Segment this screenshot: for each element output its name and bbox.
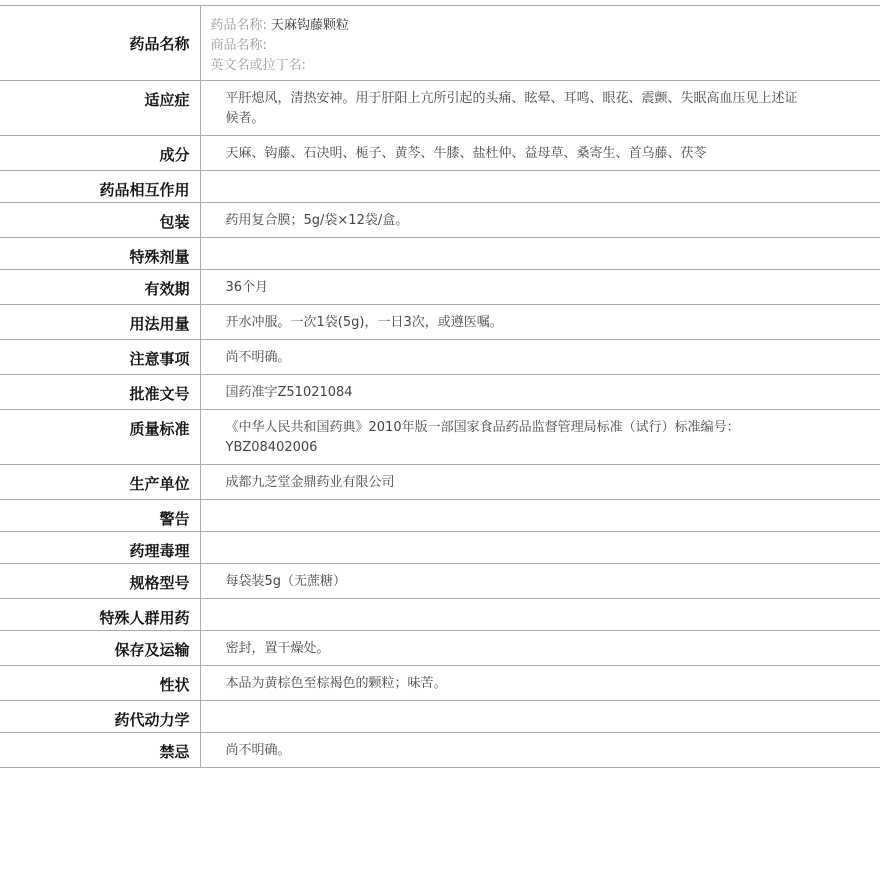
row-value: 尚不明确。 xyxy=(200,340,880,375)
row-manufacturer xyxy=(0,465,880,500)
row-label: 有效期 xyxy=(0,270,200,305)
row-shelf-life xyxy=(0,270,880,305)
row-usage xyxy=(0,305,880,340)
row-value xyxy=(200,532,880,564)
row-description xyxy=(0,666,880,701)
row-special-populations xyxy=(0,599,880,631)
trade-name-line xyxy=(211,36,871,56)
row-label: 特殊剂量 xyxy=(0,238,200,270)
row-indications xyxy=(0,81,880,136)
row-label: 禁忌 xyxy=(0,733,200,768)
row-label: 用法用量 xyxy=(0,305,200,340)
row-label: 性状 xyxy=(0,666,200,701)
row-label: 批准文号 xyxy=(0,375,200,410)
english-name-line xyxy=(211,56,871,76)
row-value: 尚不明确。 xyxy=(200,733,880,768)
row-value: 国药准字Z51021084 xyxy=(200,375,880,410)
row-label: 成分 xyxy=(0,136,200,171)
row-label: 生产单位 xyxy=(0,465,200,500)
generic-name-value: 天麻钩藤颗粒 xyxy=(271,18,350,33)
row-warning xyxy=(0,500,880,532)
row-value: 每袋装5g（无蔗糖） xyxy=(200,564,880,599)
row-value xyxy=(200,599,880,631)
row-label: 药品相互作用 xyxy=(0,171,200,203)
row-label: 药理毒理 xyxy=(0,532,200,564)
trade-name-key: 商品名称: xyxy=(210,38,267,53)
row-precautions xyxy=(0,340,880,375)
row-value xyxy=(200,500,880,532)
row-label: 质量标准 xyxy=(0,410,200,465)
row-ingredients xyxy=(0,136,880,171)
row-special-dosage xyxy=(0,238,880,270)
row-packaging xyxy=(0,203,880,238)
english-name-key: 英文名或拉丁名: xyxy=(210,58,306,73)
row-approval-number xyxy=(0,375,880,410)
row-value: 本品为黄棕色至棕褐色的颗粒；味苦。 xyxy=(200,666,880,701)
row-drug-name xyxy=(0,6,880,81)
row-label: 包装 xyxy=(0,203,200,238)
row-label: 警告 xyxy=(0,500,200,532)
row-value: 密封，置干燥处。 xyxy=(200,631,880,666)
row-value: 《中华人民共和国药典》2010年版一部国家食品药品监督管理局标准（试行）标准编号：YBZ08402006 xyxy=(200,410,880,465)
row-value xyxy=(200,701,880,733)
drug-info-table xyxy=(0,5,880,768)
row-pharmacology xyxy=(0,532,880,564)
row-value: 36个月 xyxy=(200,270,880,305)
generic-name-key: 药品名称: xyxy=(210,18,267,33)
row-storage xyxy=(0,631,880,666)
row-quality-standard xyxy=(0,410,880,465)
row-value: 开水冲服。一次1袋(5g)，一日3次，或遵医嘱。 xyxy=(200,305,880,340)
row-value xyxy=(200,171,880,203)
row-label: 适应症 xyxy=(0,81,200,136)
drug-name-cell xyxy=(200,6,880,81)
row-contraindications xyxy=(0,733,880,768)
row-label: 注意事项 xyxy=(0,340,200,375)
generic-name-line xyxy=(211,16,871,36)
row-value xyxy=(200,238,880,270)
row-value: 平肝熄风，清热安神。用于肝阳上亢所引起的头痛、眩晕、耳鸣、眼花、震颤、失眠高血压见上述证候者。 xyxy=(200,81,880,136)
row-label: 保存及运输 xyxy=(0,631,200,666)
row-value: 成都九芝堂金鼎药业有限公司 xyxy=(200,465,880,500)
row-value: 天麻、钩藤、石决明、栀子、黄芩、牛膝、盐杜仲、益母草、桑寄生、首乌藤、茯苓 xyxy=(200,136,880,171)
row-pharmacokinetics xyxy=(0,701,880,733)
row-label: 特殊人群用药 xyxy=(0,599,200,631)
row-label: 药代动力学 xyxy=(0,701,200,733)
row-label: 规格型号 xyxy=(0,564,200,599)
row-label-drug-name: 药品名称 xyxy=(0,6,200,81)
row-interactions xyxy=(0,171,880,203)
row-value: 药用复合膜；5g/袋×12袋/盒。 xyxy=(200,203,880,238)
row-specification xyxy=(0,564,880,599)
